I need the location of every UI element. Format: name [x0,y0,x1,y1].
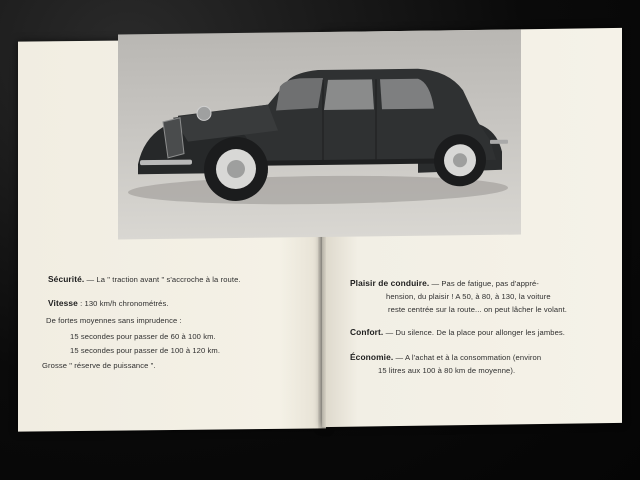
car-headlight [197,106,211,120]
vitesse-text: : 130 km/h chronométrés. [80,299,169,308]
car-illustration [118,30,521,240]
securite-label: Sécurité. [48,274,85,284]
economie-label: Économie. [350,352,394,362]
plaisir-line-3: reste centrée sur la route... on peut lâcher le volant. [388,305,567,314]
confort-label: Confort. [350,327,384,337]
moyenne-item-2: 15 secondes pour passer de 100 à 120 km. [70,346,221,355]
car-windshield [276,78,323,111]
plaisir-line-1 [350,278,539,288]
plaisir-label: Plaisir de conduire. [350,278,430,288]
economie-line-2: 15 litres aux 100 à 80 km de moyenne). [378,366,516,375]
moyennes-intro: De fortes moyennes sans imprudence : [46,316,182,325]
vitesse-label: Vitesse [48,298,78,308]
securite-text: — La " traction avant " s'accroche à la route. [86,275,241,284]
vitesse-line [48,298,169,308]
confort-text: — Du silence. De la place pour allonger les jambes. [385,328,566,337]
plaisir-line-2: hension, du plaisir ! A 50, à 80, à 130, la voiture [386,292,551,301]
economie-text-1: — A l'achat et à la consommation (environ [395,353,542,362]
car-front-window [324,79,374,110]
economie-line-1 [350,352,541,362]
car-bumper [140,160,192,166]
car-photograph [118,30,521,240]
confort-line [350,327,565,337]
securite-line [48,274,241,284]
plaisir-text-1: — Pas de fatigue, pas d'appré- [431,279,539,288]
reserve-line: Grosse " réserve de puissance ". [42,361,156,370]
car-rear-bumper [490,140,508,144]
moyenne-item-1: 15 secondes pour passer de 60 à 100 km. [70,332,216,341]
